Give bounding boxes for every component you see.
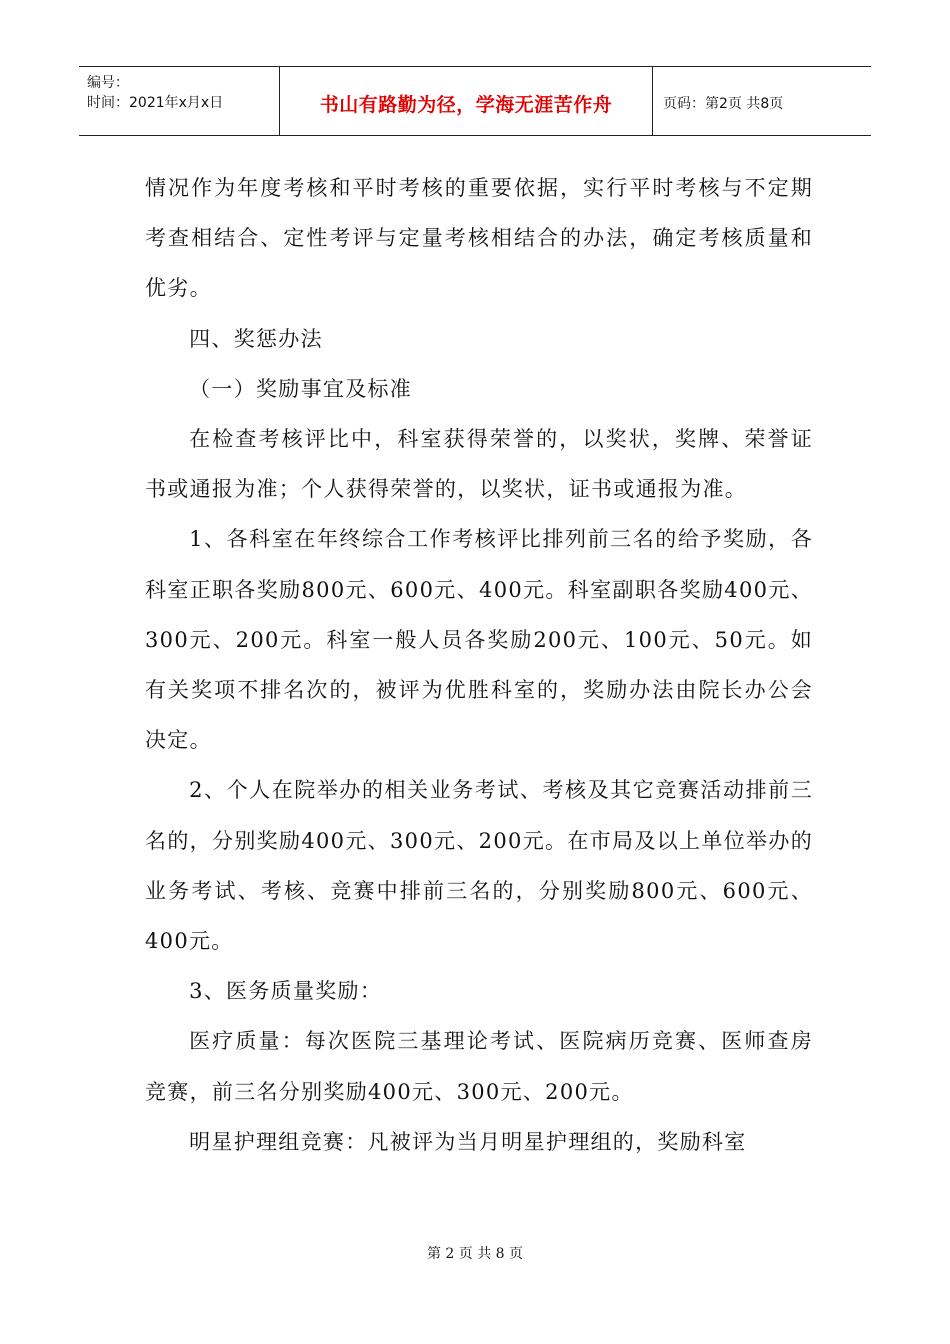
page-footer: 第 2 页 共 8 页 [426, 1246, 524, 1262]
paragraph: 明星护理组竞赛：凡被评为当月明星护理组的，奖励科室 [189, 1129, 747, 1154]
paragraph: 3、医务质量奖励： [189, 979, 383, 1004]
paragraph: 情况作为年度考核和平时考核的重要依据，实行平时考核与不定期考查相结合、定性考评与定量考核相结合的办法，确定考核质量和优劣。 [145, 176, 813, 301]
page-header [79, 66, 871, 136]
paragraph: 医疗质量：每次医院三基理论考试、医院病历竞赛、医师查房竞赛，前三名分别奖励400元、300元、200元。 [145, 1029, 813, 1104]
paragraph: 在检查考核评比中，科室获得荣誉的，以奖状，奖牌、荣誉证书或通报为准；个人获得荣誉的，以奖状，证书或通报为准。 [145, 427, 813, 502]
header-page-info: 页码：第2页 共8页 [663, 96, 784, 112]
paragraph: 1、各科室在年终综合工作考核评比排列前三名的给予奖励，各科室正职各奖励800元、600元、400元。科室副职各奖励400元、300元、200元。科室一般人员各奖励200元、100元、50元。如有关奖项不排名次的，被评为优胜科室的，奖励办法由院长办公会决定。 [145, 527, 813, 753]
document-body [145, 163, 813, 1167]
section-heading: 四、奖惩办法 [189, 326, 323, 351]
header-motto: 书山有路勤为径，学海无涯苦作舟 [280, 67, 653, 135]
header-meta [79, 67, 280, 135]
document-number-label: 编号： [87, 75, 129, 91]
document-time-label: 时间：2021年x月x日 [87, 95, 224, 111]
subsection-heading: （一）奖励事宜及标准 [189, 376, 413, 401]
paragraph: 2、个人在院举办的相关业务考试、考核及其它竞赛活动排前三名的，分别奖励400元、300元、200元。在市局及以上单位举办的业务考试、考核、竞赛中排前三名的，分别奖励800元、600元、400元。 [145, 778, 813, 954]
